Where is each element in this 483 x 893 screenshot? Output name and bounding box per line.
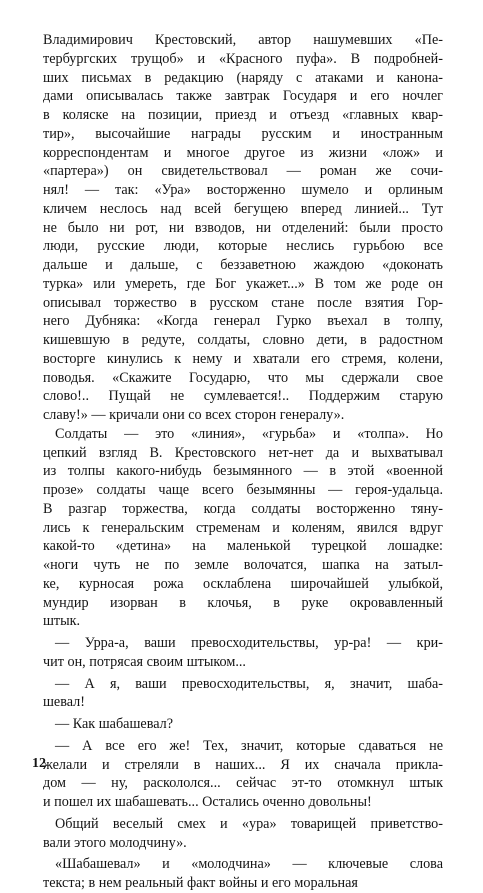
text-line: него Дубняка: «Когда генерал Гурко въехал в толпу, — [43, 313, 443, 330]
text-line: текста; в нем реальный факт войны и его моральная — [43, 875, 358, 891]
text-line: славу!» — кричали они со всех сторон генералу». — [43, 407, 345, 423]
text-line: Солдаты — это «линия», «гурьба» и «толпа». Но — [55, 425, 443, 442]
text-line: дом — ну, раскололся... сейчас эт-то отомкнул штык — [43, 775, 443, 792]
text-line: люди, русские люди, которые неслись гурьбою все — [43, 238, 443, 255]
text-line: прозе» солдаты чаще всего безымянны — героя-удальца. — [43, 482, 443, 498]
text-line: лись к генеральским стременам и коленям, явился вдруг — [43, 519, 443, 536]
body-text — [43, 31, 443, 893]
text-line: восторге кинулись к нему и хватали его стремя, колени, — [43, 350, 443, 367]
text-line: — А я, ваши превосходительствы, я, значит, шаба- — [55, 675, 443, 692]
text-line: кличем неслось над всей бегущею вперед линией... Тут — [43, 200, 443, 217]
text-line: турка» или умереть, где Бог укажет...» В том же роде он — [43, 275, 443, 292]
text-line: из толпы какого-нибудь безымянного — в этой «военной — [43, 463, 443, 480]
text-line: В разгар торжества, когда солдаты восторженно тяну- — [43, 500, 443, 517]
text-line: «партера») он свидетельствовал — роман же сочи- — [43, 163, 443, 180]
text-line: цепкий взгляд В. Крестовского нет-нет да и выхватывал — [43, 444, 443, 461]
text-line: корреспондентам и многое другое из жизни «лож» и — [43, 144, 443, 161]
text-line: «Шабашевал» и «молодчина» — ключевые слова — [55, 856, 443, 873]
text-line: чит он, потрясая своим штыком... — [43, 653, 246, 670]
text-line: мундир изорван в клочья, в руке окровавленный — [43, 594, 443, 611]
text-line: ших письмах в редакцию (наряду с атаками и канона- — [43, 69, 443, 86]
text-line: — Как шабашевал? — [55, 716, 174, 732]
text-line: Общий веселый смех и «ура» товарищей приветство- — [55, 815, 443, 832]
text-line: не было ни рот, ни взводов, ни отделений: были просто — [43, 219, 443, 236]
text-line: тир», высочайшие награды русским и иностранным — [43, 125, 443, 142]
text-line: ке, курносая рожа осклаблена широчайшей улыбкой, — [43, 575, 443, 592]
text-line: кишевшую в редуте, солдаты, словно дети, в радостном — [43, 332, 443, 348]
text-line: какой-то «детина» на маленькой турецкой лошадке: — [43, 538, 443, 555]
text-line: описывал торжество в русском стане после взятия Гор- — [43, 294, 443, 311]
text-line: слово!.. Пущай не сумлевается!.. Поддержим старую — [43, 388, 443, 405]
text-line: нял! — так: «Ура» восторженно шумело и орлиным — [43, 182, 443, 198]
text-line: дами описывалась также завтрак Государя и его ночлег — [43, 88, 443, 105]
text-line: поводья. «Скажите Государю, что мы сдержали свое — [43, 369, 443, 386]
text-line: — Урра-а, ваши превосходительствы, ур-ра! — кри- — [55, 635, 443, 651]
text-line: тербургских трущоб» и «Красного пуфа». В подробней- — [43, 50, 443, 67]
text-line: в коляске на позиции, приезд и отъезд «главных квар- — [43, 107, 443, 123]
text-line: вали этого молодчину». — [43, 834, 187, 851]
text-line: дальше и дальше, с беззаветною жаждою «доконать — [43, 257, 443, 273]
text-line: «ноги чуть не по земле волочатся, шапка на затыл- — [43, 557, 443, 573]
text-line: и пошел их шабашевать... Остались оченно довольны! — [43, 794, 372, 810]
text-line: Владимирович Крестовский, автор нашумевших «Пе- — [43, 32, 443, 48]
text-line: желали и стреляли в наших... Я их сначала прикла- — [43, 756, 443, 773]
text-line: шевал! — [43, 694, 85, 711]
text-line: — А все его же! Тех, значит, которые сдаваться не — [55, 737, 443, 754]
text-line: штык. — [43, 613, 81, 630]
page-number: 12 — [32, 756, 46, 771]
